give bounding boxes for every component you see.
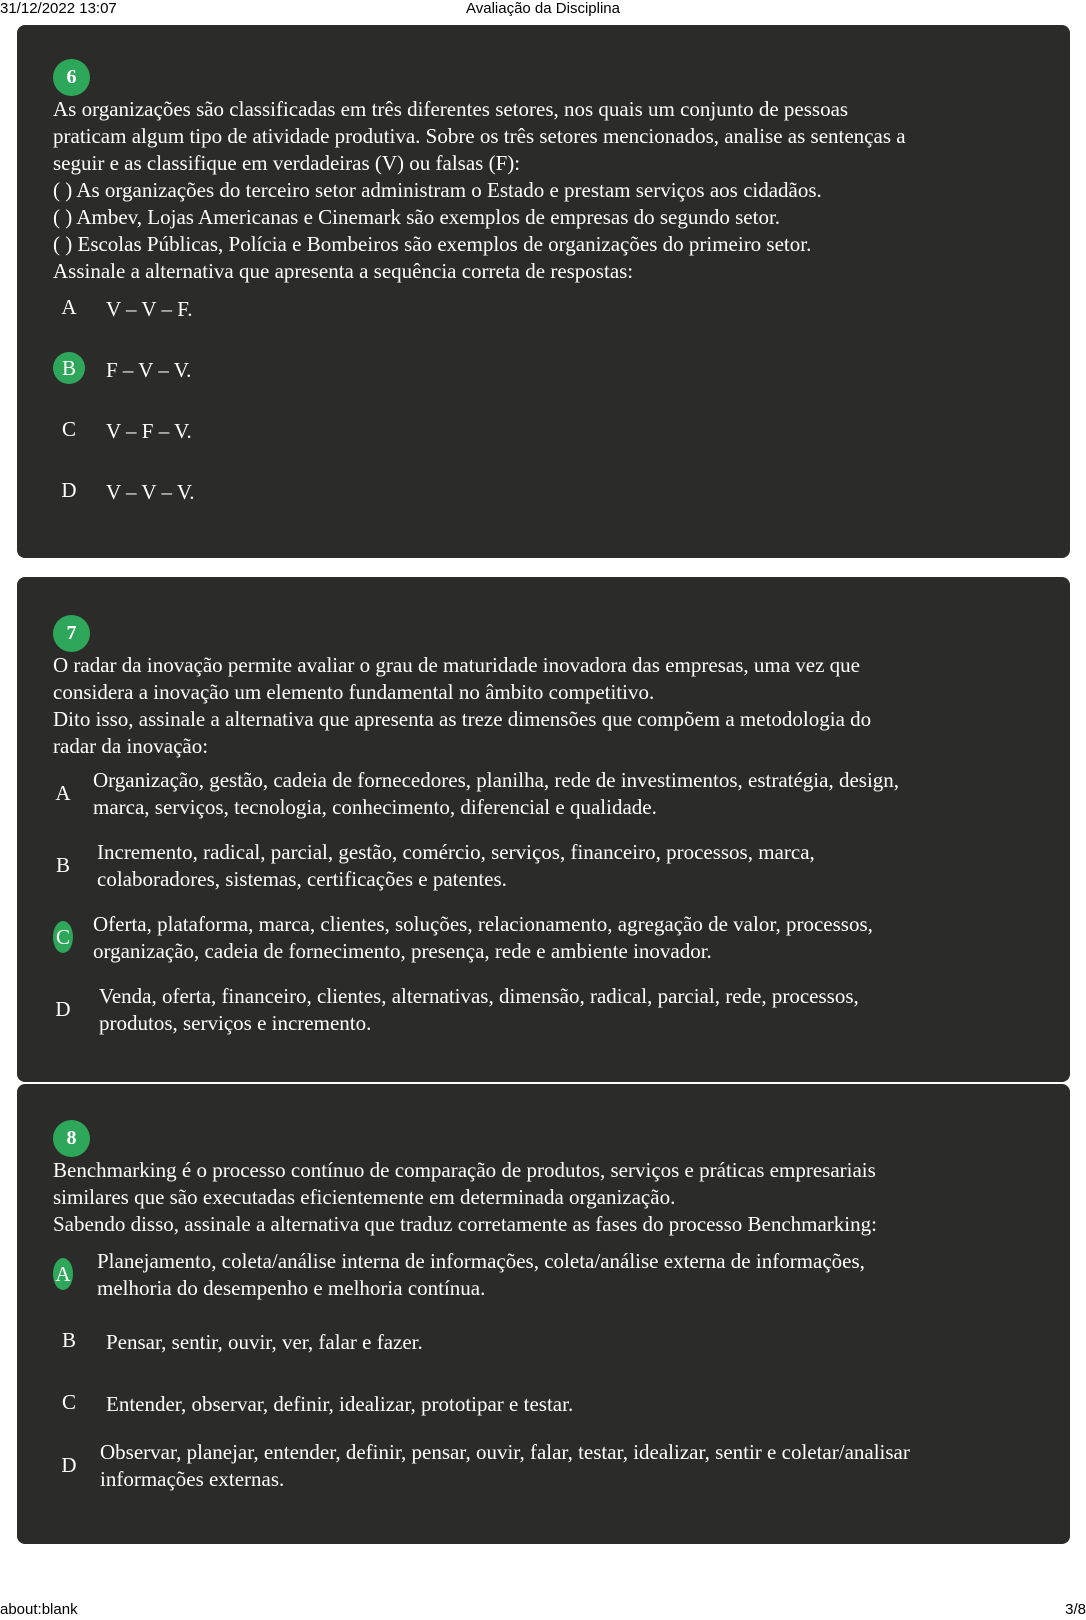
option-text-line: Venda, oferta, financeiro, clientes, alternativas, dimensão, radical, parcial, rede, processos, xyxy=(99,984,859,1008)
print-footer xyxy=(0,1601,1086,1617)
stem-line: considera a inovação um elemento fundamental no âmbito competitivo. xyxy=(53,680,655,704)
option-text: V – V – V. xyxy=(106,480,195,504)
option-letter: A xyxy=(61,295,77,319)
option-a[interactable] xyxy=(53,1248,1040,1304)
stem-line: Sabendo disso, assinale a alternativa que traduz corretamente as fases do processo Benchmarking: xyxy=(53,1212,877,1236)
question-stem xyxy=(53,96,1040,285)
question-stem xyxy=(53,652,1040,760)
option-text-line: organização, cadeia de fornecimento, presença, rede e ambiente inovador. xyxy=(93,939,712,963)
option-letter-selected: A xyxy=(53,1258,73,1290)
question-card-7 xyxy=(17,577,1070,1082)
option-letter-selected: B xyxy=(53,352,85,384)
option-text-line: Observar, planejar, entender, definir, pensar, ouvir, falar, testar, idealizar, sentir e coletar/analisar xyxy=(100,1440,910,1464)
option-letter: B xyxy=(61,1328,76,1352)
stem-line: radar da inovação: xyxy=(53,734,209,758)
option-text-line: Oferta, plataforma, marca, clientes, soluções, relacionamento, agregação de valor, processos, xyxy=(93,912,873,936)
print-header xyxy=(0,0,1086,16)
option-text xyxy=(93,911,873,965)
option-text-line: marca, serviços, tecnologia, conhecimento, diferencial e qualidade. xyxy=(93,795,657,819)
option-b[interactable] xyxy=(53,352,1040,388)
option-text: Entender, observar, definir, idealizar, prototipar e testar. xyxy=(106,1392,574,1416)
option-d[interactable] xyxy=(53,1439,1040,1495)
option-text: V – F – V. xyxy=(106,419,192,443)
option-letter: B xyxy=(55,853,70,877)
question-number-badge: 7 xyxy=(53,615,90,652)
option-letter: C xyxy=(61,1390,76,1414)
option-text-line: Organização, gestão, cadeia de fornecedores, planilha, rede de investimentos, estratégia, design, xyxy=(93,768,900,792)
option-c[interactable] xyxy=(53,413,1040,449)
stem-line: Benchmarking é o processo contínuo de comparação de produtos, serviços e práticas empresariais xyxy=(53,1158,876,1182)
question-stem xyxy=(53,1157,1040,1238)
question-number-badge: 8 xyxy=(53,1120,90,1157)
option-letter: D xyxy=(61,478,77,502)
stem-line: praticam algum tipo de atividade produtiva. Sobre os três setores mencionados, analise as sentenças a xyxy=(53,124,906,148)
option-text-line: produtos, serviços e incremento. xyxy=(99,1011,372,1035)
option-text xyxy=(97,1248,865,1302)
option-text: F – V – V. xyxy=(106,358,192,382)
option-b[interactable] xyxy=(53,1324,1040,1360)
option-text-line: Planejamento, coleta/análise interna de informações, coleta/análise externa de informações, xyxy=(97,1249,865,1273)
stem-line: Assinale a alternativa que apresenta a sequência correta de respostas: xyxy=(53,259,634,283)
option-text: V – V – F. xyxy=(106,297,193,321)
print-title: Avaliação da Disciplina xyxy=(466,0,620,17)
question-card-6 xyxy=(17,25,1070,558)
option-text-line: Incremento, radical, parcial, gestão, comércio, serviços, financeiro, processos, marca, xyxy=(97,840,815,864)
option-text-line: melhoria do desempenho e melhoria contínua. xyxy=(97,1276,486,1300)
option-letter: A xyxy=(55,781,71,805)
stem-line: ( ) Ambev, Lojas Americanas e Cinemark são exemplos de empresas do segundo setor. xyxy=(53,205,781,229)
option-letter: D xyxy=(55,997,71,1021)
option-text xyxy=(93,767,899,821)
print-page-number: 3/8 xyxy=(1065,1601,1086,1618)
option-letter: D xyxy=(61,1453,77,1477)
option-d[interactable] xyxy=(53,474,1040,510)
option-letter: C xyxy=(61,417,76,441)
option-text-line: colaboradores, sistemas, certificações e patentes. xyxy=(97,867,507,891)
stem-line: Dito isso, assinale a alternativa que apresenta as treze dimensões que compõem a metodologia do xyxy=(53,707,872,731)
option-text: Pensar, sentir, ouvir, ver, falar e fazer. xyxy=(106,1330,423,1354)
option-a[interactable] xyxy=(53,767,1040,823)
option-a[interactable] xyxy=(53,291,1040,327)
print-datetime: 31/12/2022 13:07 xyxy=(0,0,117,17)
stem-line: ( ) Escolas Públicas, Polícia e Bombeiros são exemplos de organizações do primeiro setor. xyxy=(53,232,812,256)
option-b[interactable] xyxy=(53,839,1040,895)
stem-line: As organizações são classificadas em três diferentes setores, nos quais um conjunto de pessoas xyxy=(53,97,849,121)
option-text xyxy=(97,839,815,893)
option-text-line: informações externas. xyxy=(100,1467,285,1491)
question-number-badge: 6 xyxy=(53,59,90,96)
question-card-8 xyxy=(17,1084,1070,1544)
print-url: about:blank xyxy=(0,1601,78,1618)
stem-line: similares que são executadas eficientemente em determinada organização. xyxy=(53,1185,676,1209)
option-d[interactable] xyxy=(53,983,1040,1039)
stem-line: ( ) As organizações do terceiro setor administram o Estado e prestam serviços aos cidadãos. xyxy=(53,178,822,202)
option-letter-selected: C xyxy=(53,921,73,953)
option-text xyxy=(100,1439,910,1493)
option-c[interactable] xyxy=(53,911,1040,967)
option-c[interactable] xyxy=(53,1386,1040,1422)
stem-line: seguir e as classifique em verdadeiras (V) ou falsas (F): xyxy=(53,151,521,175)
option-text xyxy=(99,983,859,1037)
stem-line: O radar da inovação permite avaliar o grau de maturidade inovadora das empresas, uma vez que xyxy=(53,653,860,677)
